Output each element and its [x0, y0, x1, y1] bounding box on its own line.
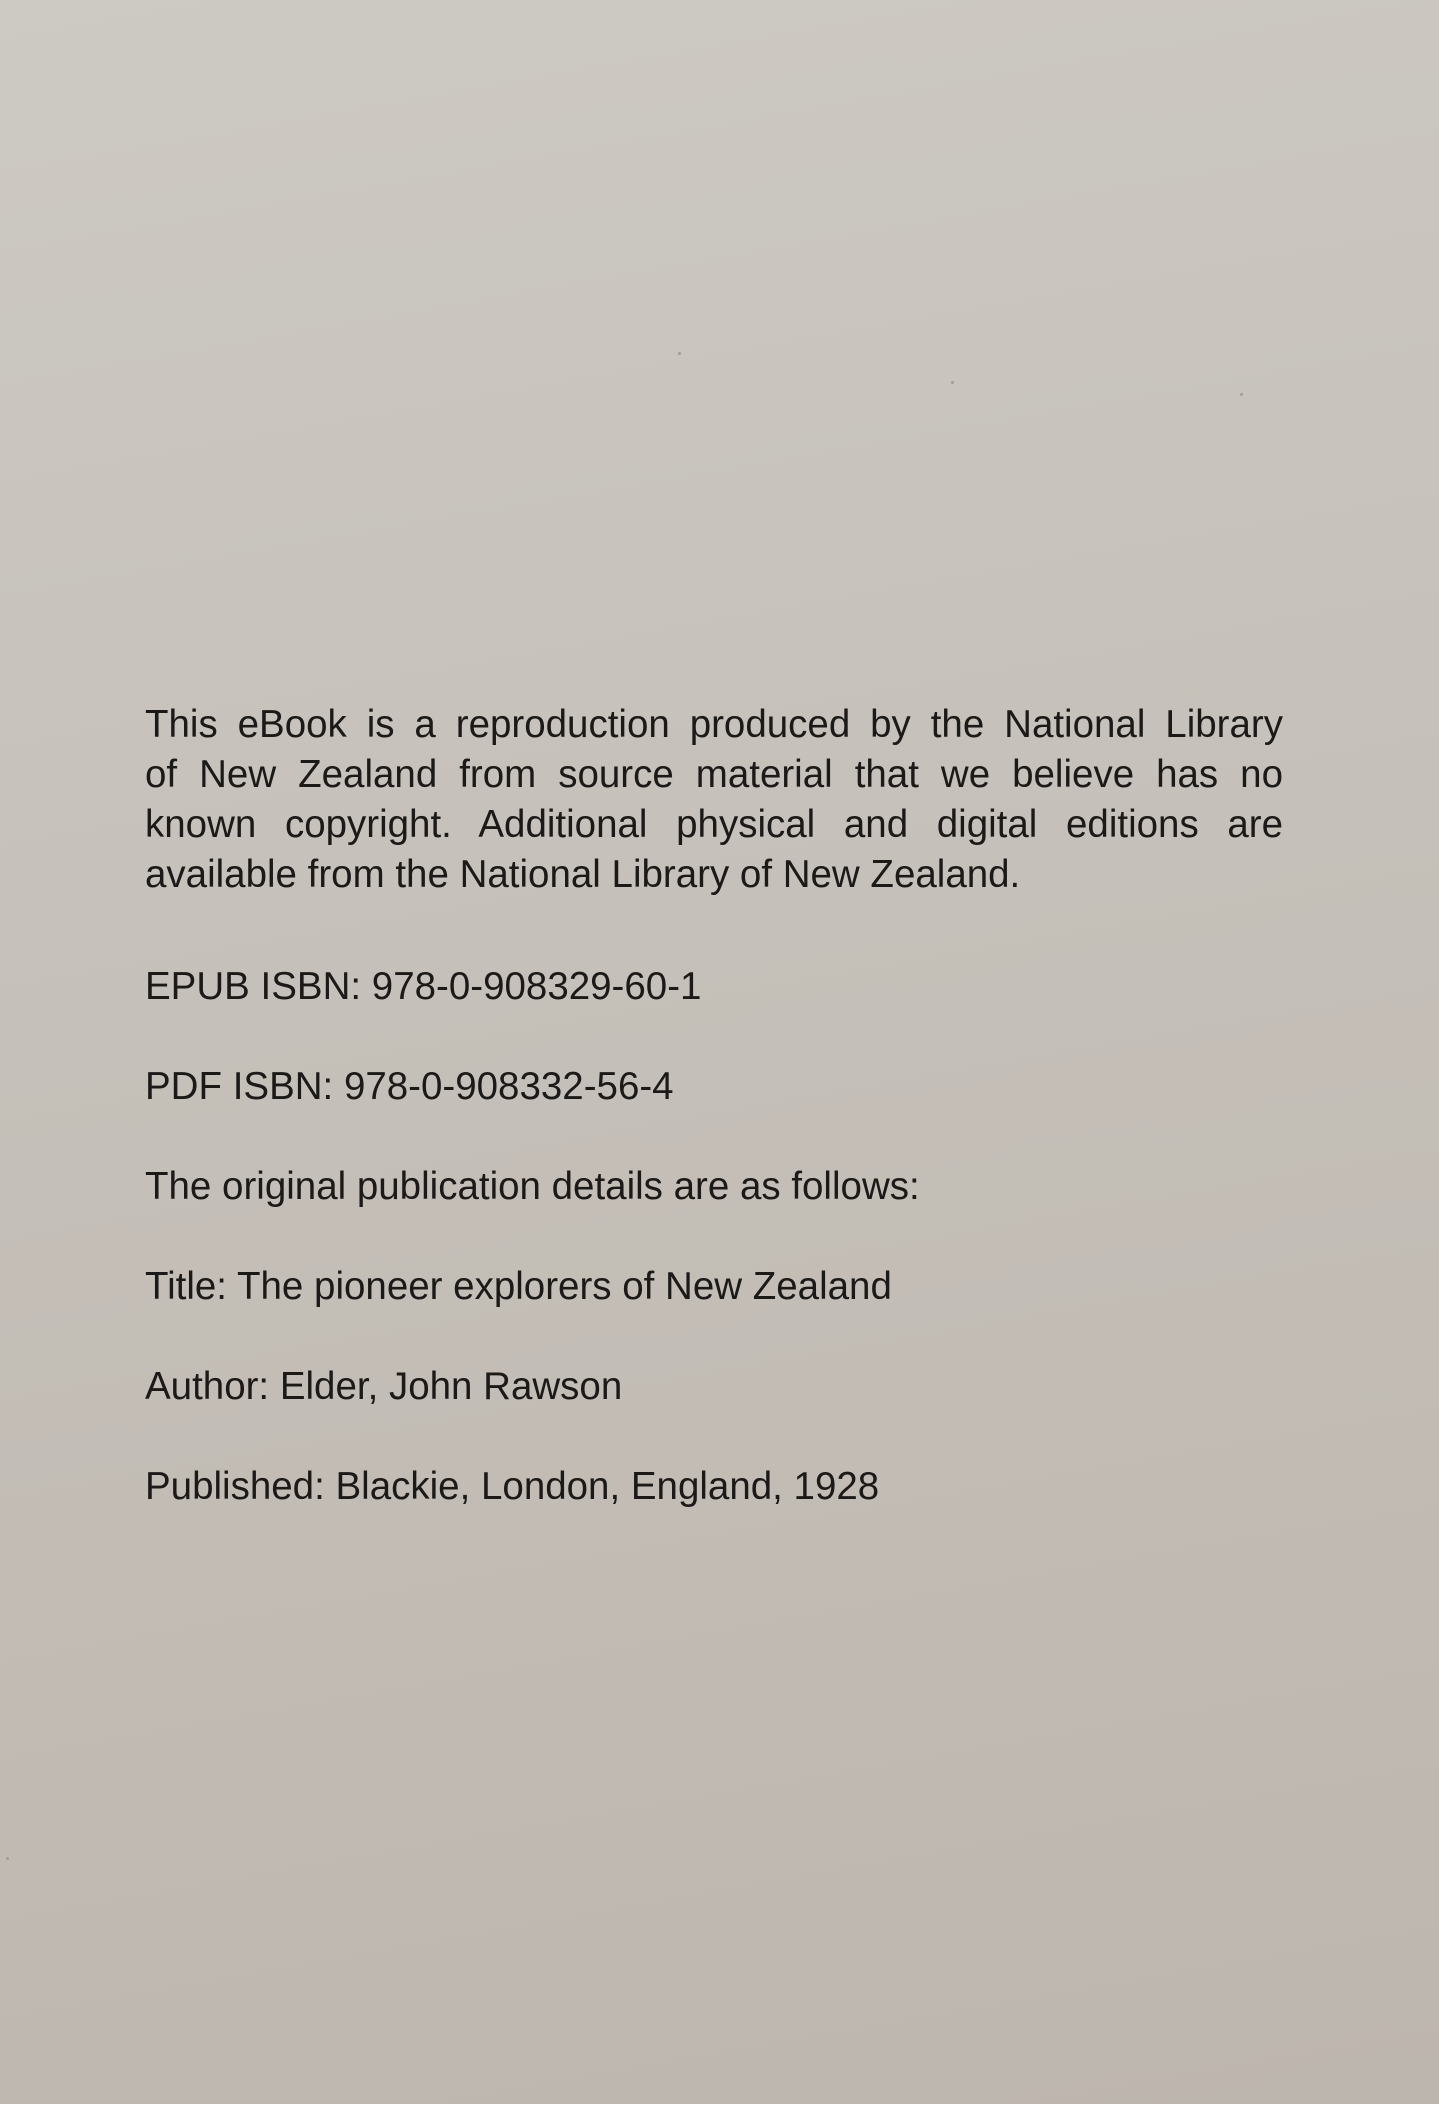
paper-speck: [6, 1857, 9, 1860]
paper-speck: [951, 381, 954, 384]
pdf-isbn: PDF ISBN: 978-0-908332-56-4: [145, 1065, 674, 1108]
publication-author: Author: Elder, John Rawson: [145, 1365, 623, 1408]
notice-line: available from the National Library of New Zealand.: [145, 853, 1021, 896]
notice-line: of New Zealand from source material that we believe has no: [145, 753, 1283, 796]
paper-speck: [678, 352, 681, 355]
reproduction-notice: [145, 700, 1283, 900]
copyright-content: [145, 700, 1283, 1508]
notice-line: This eBook is a reproduction produced by the National Library: [145, 703, 1283, 746]
publication-published: Published: Blackie, London, England, 1928: [145, 1465, 880, 1508]
publication-details-intro: The original publication details are as follows:: [145, 1165, 920, 1208]
epub-isbn: EPUB ISBN: 978-0-908329-60-1: [145, 965, 702, 1008]
publication-title: Title: The pioneer explorers of New Zealand: [145, 1265, 892, 1308]
notice-line: known copyright. Additional physical and digital editions are: [145, 803, 1283, 846]
paper-speck: [1240, 393, 1243, 396]
